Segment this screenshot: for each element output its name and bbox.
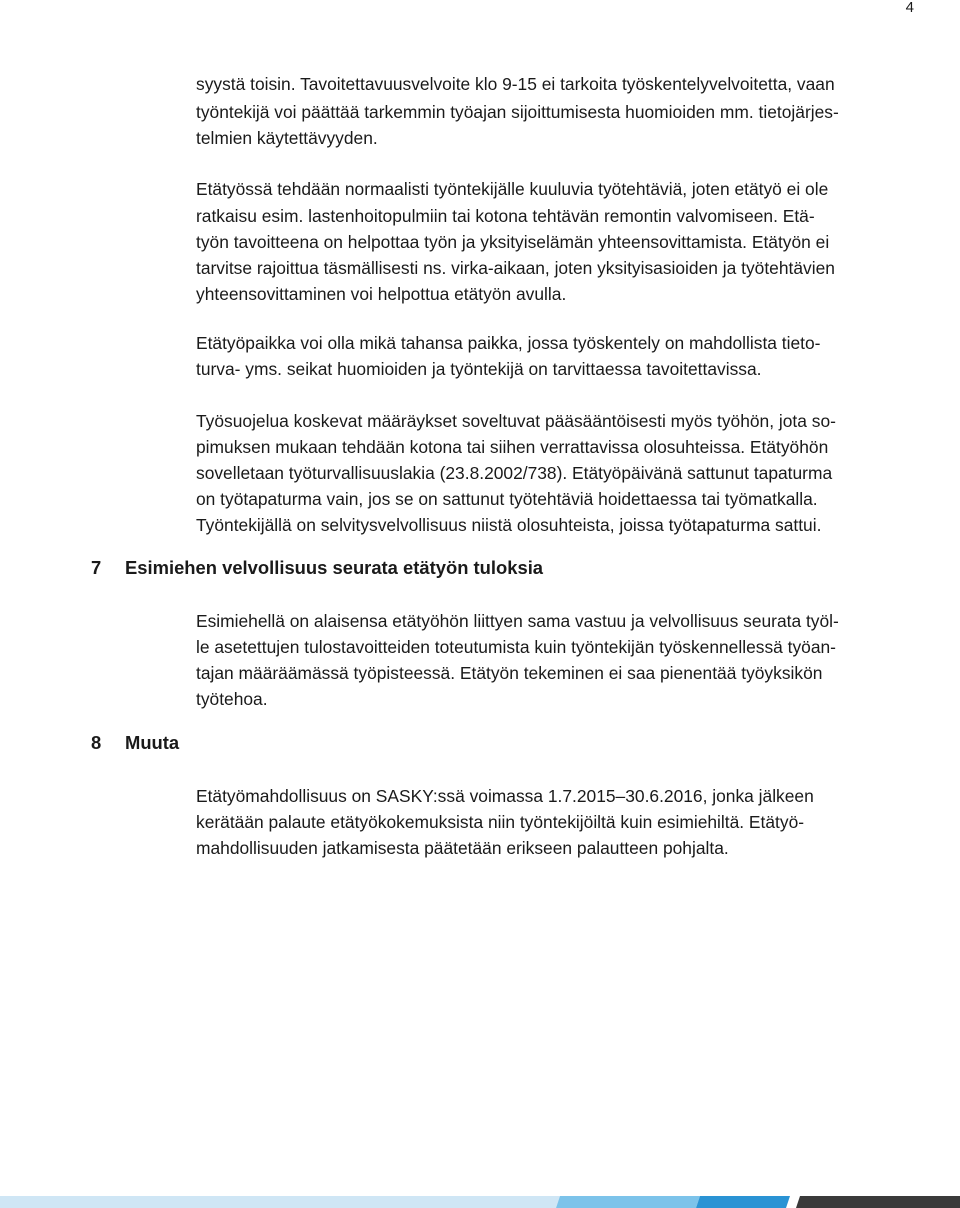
paragraph-4-line-5: Työntekijällä on selvitysvelvollisuus niistä olosuhteista, joissa työtapaturma sattui.	[196, 515, 822, 535]
paragraph-3-line-1: Etätyöpaikka voi olla mikä tahansa paikka, jossa työskentely on mahdollista tieto-	[196, 333, 821, 353]
paragraph-4-line-2: pimuksen mukaan tehdään kotona tai siihen verrattavissa olosuhteissa. Etätyöhön	[196, 437, 829, 457]
section-8-heading	[91, 730, 291, 756]
paragraph-3-line-2: turva- yms. seikat huomioiden ja työntekijä on tarvittaessa tavoitettavissa.	[196, 359, 762, 379]
section-7-number: 7	[91, 557, 102, 578]
paragraph-2-line-3: työn tavoitteena on helpottaa työn ja yksityiselämän yhteensovittamista. Etätyön ei	[196, 232, 830, 252]
paragraph-2-line-4: tarvitse rajoittua täsmällisesti ns. virka-aikaan, joten yksityisasioiden ja työtehtävien	[196, 258, 835, 278]
section-7-line-3: tajan määräämässä työpisteessä. Etätyön tekeminen ei saa pienentää työyksikön	[196, 663, 823, 683]
paragraph-4-line-4: on työtapaturma vain, jos se on sattunut työtehtäviä hoidettaessa tai työmatkalla.	[196, 489, 818, 509]
paragraph-2-line-5: yhteensovittaminen voi helpottua etätyön avulla.	[196, 284, 567, 304]
paragraph-2-line-2: ratkaisu esim. lastenhoitopulmiin tai kotona tehtävän remontin valvomiseen. Etä-	[196, 206, 815, 226]
footer-stripe	[0, 1192, 960, 1208]
section-8-line-3: mahdollisuuden jatkamisesta päätetään erikseen palautteen pohjalta.	[196, 838, 729, 858]
section-7-line-1: Esimiehellä on alaisensa etätyöhön liittyen sama vastuu ja velvollisuus seurata työl-	[196, 611, 839, 631]
section-7-line-2: le asetettujen tulostavoitteiden toteutumista kuin työntekijän työskennellessä työan-	[196, 637, 836, 657]
paragraph-4-line-3: sovelletaan työturvallisuuslakia (23.8.2002/738). Etätyöpäivänä sattunut tapaturma	[196, 463, 833, 483]
paragraph-1-line-2: työntekijä voi päättää tarkemmin työajan sijoittumisesta huomioiden mm. tietojärjes-	[196, 102, 839, 122]
paragraph-1-line-3: telmien käytettävyyden.	[196, 128, 378, 148]
section-8-title: Muuta	[125, 732, 180, 753]
paragraph-1-line-1: syystä toisin. Tavoitettavuusvelvoite klo 9-15 ei tarkoita työskentelyvelvoitetta, vaan	[196, 74, 835, 94]
section-7-title: Esimiehen velvollisuus seurata etätyön tuloksia	[125, 557, 544, 578]
paragraph-4-line-1: Työsuojelua koskevat määräykset soveltuvat pääsääntöisesti myös työhön, jota so-	[196, 411, 836, 431]
page-number: 4	[905, 0, 914, 16]
footer-stripe-blue	[696, 1196, 790, 1208]
section-8-number: 8	[91, 732, 102, 753]
section-7-heading	[91, 555, 691, 581]
section-7-line-4: työtehoa.	[196, 689, 268, 709]
paragraph-2-line-1: Etätyössä tehdään normaalisti työntekijälle kuuluvia työtehtäviä, joten etätyö ei ole	[196, 179, 829, 199]
footer-stripe-light	[0, 1196, 560, 1208]
footer-stripe-dark	[796, 1196, 960, 1208]
footer-stripe-mid	[556, 1196, 700, 1208]
section-8-line-2: kerätään palaute etätyökokemuksista niin työntekijöiltä kuin esimiehiltä. Etätyö-	[196, 812, 805, 832]
section-8-line-1: Etätyömahdollisuus on SASKY:ssä voimassa 1.7.2015–30.6.2016, jonka jälkeen	[196, 786, 814, 806]
